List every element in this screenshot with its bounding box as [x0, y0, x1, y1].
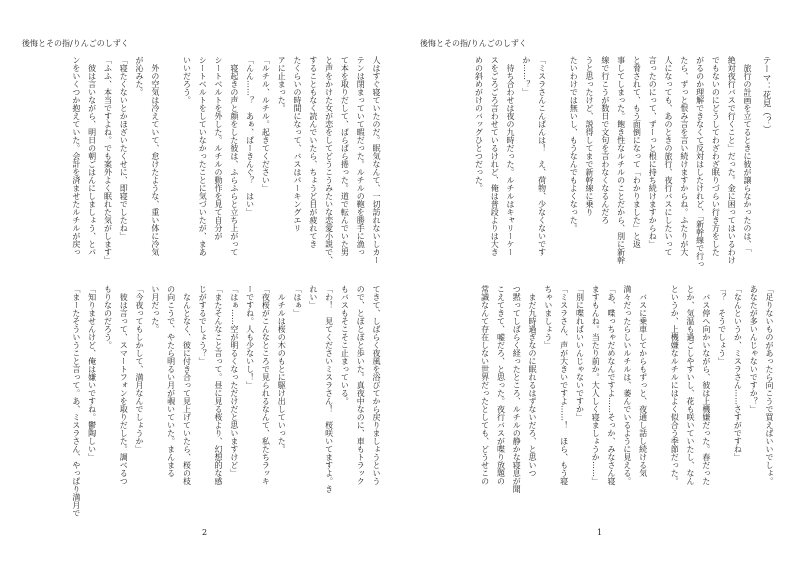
text-column: というか、上機嫌なルチルにはよく似合う季節だった。: [670, 285, 680, 485]
text-column: 「ミスラさんこんばんは！ え、荷物、少なくないです: [537, 56, 547, 256]
text-column: 「知りませんけど、俺は嫌いですね。鬱陶しい」: [87, 285, 97, 461]
text-column: 「はぁ」: [293, 285, 303, 317]
text-column: 「夜桜がこんなところで見られるなんて、私たちラッキ: [261, 285, 271, 485]
text-column: スをごろごろ言わせているけれど、俺は普段よりは大き: [490, 56, 500, 256]
text-column: て本を取りだして、ぱらぱら捲った。道で転んでいた男: [340, 56, 350, 256]
text-column: 「寝たくないとかほざいたくせに、即寝でしたね」: [119, 56, 129, 240]
text-column: と脅されて、もう面倒になって「わかりました」と返: [632, 56, 642, 248]
text-column: ンをいくつか抱えていた。会計を済ませたルチルが戻っ: [71, 56, 81, 256]
text-column: 線で行こうが数日で文句を言わなくなるんだろ: [600, 56, 610, 224]
blank-line: [651, 285, 667, 519]
text-column: あなたが多いんじゃないですか？」: [749, 285, 759, 413]
chapter-title: テーマ：花見（？）: [761, 56, 771, 134]
blank-line: [550, 56, 566, 270]
text-column: 「今夜ってもしかして、満月なんでしょうか」: [135, 285, 145, 453]
text-column: ーですね。人も少ないし！」: [245, 285, 255, 389]
text-column: の向こうで、やたら明るい月が覗いていた。まんまる: [166, 285, 176, 477]
text-column: 「足りないものがあったら向こうで買えばいいでしょ。: [765, 285, 774, 485]
blank-line: [163, 56, 179, 270]
text-column: と声をかけた女が恋をしてどうこうみたいな恋愛小説で、: [324, 56, 334, 264]
running-header: 後悔とその指/りんごのしずく: [22, 39, 129, 48]
running-header: 後悔とその指/りんごのしずく: [420, 39, 527, 48]
text-column: めの斜めがけのバッグひとつだった。: [474, 56, 484, 192]
text-column: シートベルトをしていなかったことに気づいたが、まあ: [198, 56, 208, 256]
text-column: バス停へ向かいながら、彼は上機嫌だった。春だった: [701, 285, 711, 485]
page-number: 2: [202, 528, 208, 537]
text-column: 「ふふ、本当ですよね。でも案外よく眠れた気がします」: [103, 56, 113, 264]
text-column: アに止まった。: [277, 56, 287, 112]
text-column: なんとなく、彼に付き合って見上げていたら、桜の枝: [182, 285, 192, 485]
text-column: 「？ そうでしょう」: [717, 285, 727, 365]
text-column: もバスもそこそこ止まっている。: [340, 285, 350, 405]
text-column: 待ち合わせは夜の九時だった。ルチルはキャリーケー: [506, 56, 516, 256]
text-column: 旅行の計画を立てるときに彼が譲らなかったのは、「: [743, 56, 752, 252]
text-column: ルチルは桜の木のもとに駆け出していった。: [277, 285, 287, 453]
upper-tier: [68, 56, 384, 270]
text-column: でもないのにどうしてわざわざ眠りづらい行き方をした: [711, 56, 721, 256]
upper-tier: [470, 56, 777, 270]
text-column: とか、気温も過ごしやすいし、花も咲いていたし、なん: [686, 285, 696, 485]
text-column: 「あ、喋っちゃだめなんですよ……そっか、みなさん寝: [607, 285, 617, 485]
text-column: 「ルチル、ルチル。起きてください」: [261, 56, 271, 192]
text-column: こえてきて、嘘だろ、と思った。夜行バスが喋り放題の: [496, 285, 506, 485]
text-column: ので、とぼとぼと歩いた。真夜中なのに、車もトラック: [356, 285, 366, 485]
text-column: れい」: [308, 285, 318, 309]
text-column: することもなく読んでいたら、ちょうど目が疲れてき: [308, 56, 318, 248]
text-column: 寝起きの声と顔をした彼は、ふらふらと立ち上がって: [229, 56, 239, 256]
text-column: 「はぁ……空が明るくなっただけだと思いますけど」: [229, 285, 239, 477]
text-column: 「わ！ 見てくださいミスラさん！ 桜咲いてますよ。き: [324, 285, 334, 493]
text-column: つ黙ってしばらく経ったところ、ルチルの静かな寝息が聞: [512, 285, 522, 493]
page-number: 1: [597, 528, 603, 537]
text-column: 彼は言いながら、明日の朝ごはんにしましょう、とパ: [87, 56, 97, 256]
text-column: シートベルトを外した。ルチルの動作を見て自分が: [214, 56, 224, 240]
text-column: 満々だったらしいルチルは、萎んでいるように見える。: [622, 285, 632, 485]
text-column: てきて、しばらく夜風を浴びてから戻りましょうという: [372, 285, 381, 485]
text-column: がるのか理解できなくて反対はしたけれど、「新幹線で行っ: [695, 56, 705, 268]
text-column: 「んん……？ あぁ、ぱーきんぐ？ はい」: [245, 56, 255, 216]
text-column: 「別に喋ればいいんじゃないですか」: [575, 285, 585, 421]
text-column: ちゃいましょう」: [543, 285, 553, 349]
lower-tier: [68, 285, 384, 519]
text-column: じがするでしょう？」: [198, 285, 208, 365]
text-column: い月だった。: [150, 285, 160, 333]
text-column: 人はすぐ寝ていたのだ。眠気なんて、一切訪れないしカー: [372, 56, 381, 264]
text-column: 彼は言って、スマートフォンを取りだした。調べるつ: [119, 285, 129, 485]
text-column: ますもんね。当たり前か。大人しく寝ましょうか……」: [591, 285, 601, 485]
text-column: たいわけでは無いし、もうなんでもよくなった。: [569, 56, 579, 232]
text-column: 言ったのにって、ずーっと根に持ち続けますからね」: [648, 56, 658, 248]
text-column: 常識なんて存在しない世界だったとしても、どうせこの: [480, 285, 490, 485]
text-column: 「またそんなこと言って。昼に見る桜より、幻想的な感: [214, 285, 224, 485]
text-column: 外の空気は冷えていて、怠けたような、重い体に冷気: [150, 56, 160, 256]
text-column: 「なんというか、ミスラさん……さすがですね」: [733, 285, 743, 461]
text-column: が沁みた。: [135, 56, 145, 96]
text-column: たくらいの時間になって、バスはパーキングエリ: [293, 56, 303, 232]
text-column: 「まーたそういうこと言って。あ、ミスラさん、やっぱり満月で: [71, 285, 81, 517]
text-column: バスに乗車してからもずっと、夜通し話し続ける気: [638, 285, 648, 477]
text-column: いいだろう。: [182, 56, 192, 104]
text-column: テンは閉まっていて暇だった。ルチルの鞄を勝手に漁っ: [356, 56, 366, 256]
text-column: うと思ったけど、説得してまで新幹線に乗り: [585, 56, 595, 216]
page-2: [0, 0, 399, 567]
page-1: [400, 0, 799, 567]
text-column: 人になっても、あのときの旅行、夜行バスにしたいって: [664, 56, 674, 256]
text-column: たら、ずっと恨み言を言い続けますからね。ふたりが大: [679, 56, 689, 256]
text-column: もりなのだろう。: [103, 285, 113, 349]
text-column: まだ九時過ぎなのに眠れるはずないだろ、と思いつ: [528, 285, 538, 477]
text-column: 絶対夜行バスで行くこと」だった。金に困ってはいるわけ: [727, 56, 737, 264]
text-column: 「ミスラさん、声が大きいですよ……！ ほら、もう寝: [559, 285, 569, 485]
text-column: 事してしまった。飽き性なルチルのことだから、別に新幹: [616, 56, 626, 264]
text-column: か……？」: [521, 56, 531, 96]
lower-tier: [477, 285, 777, 519]
